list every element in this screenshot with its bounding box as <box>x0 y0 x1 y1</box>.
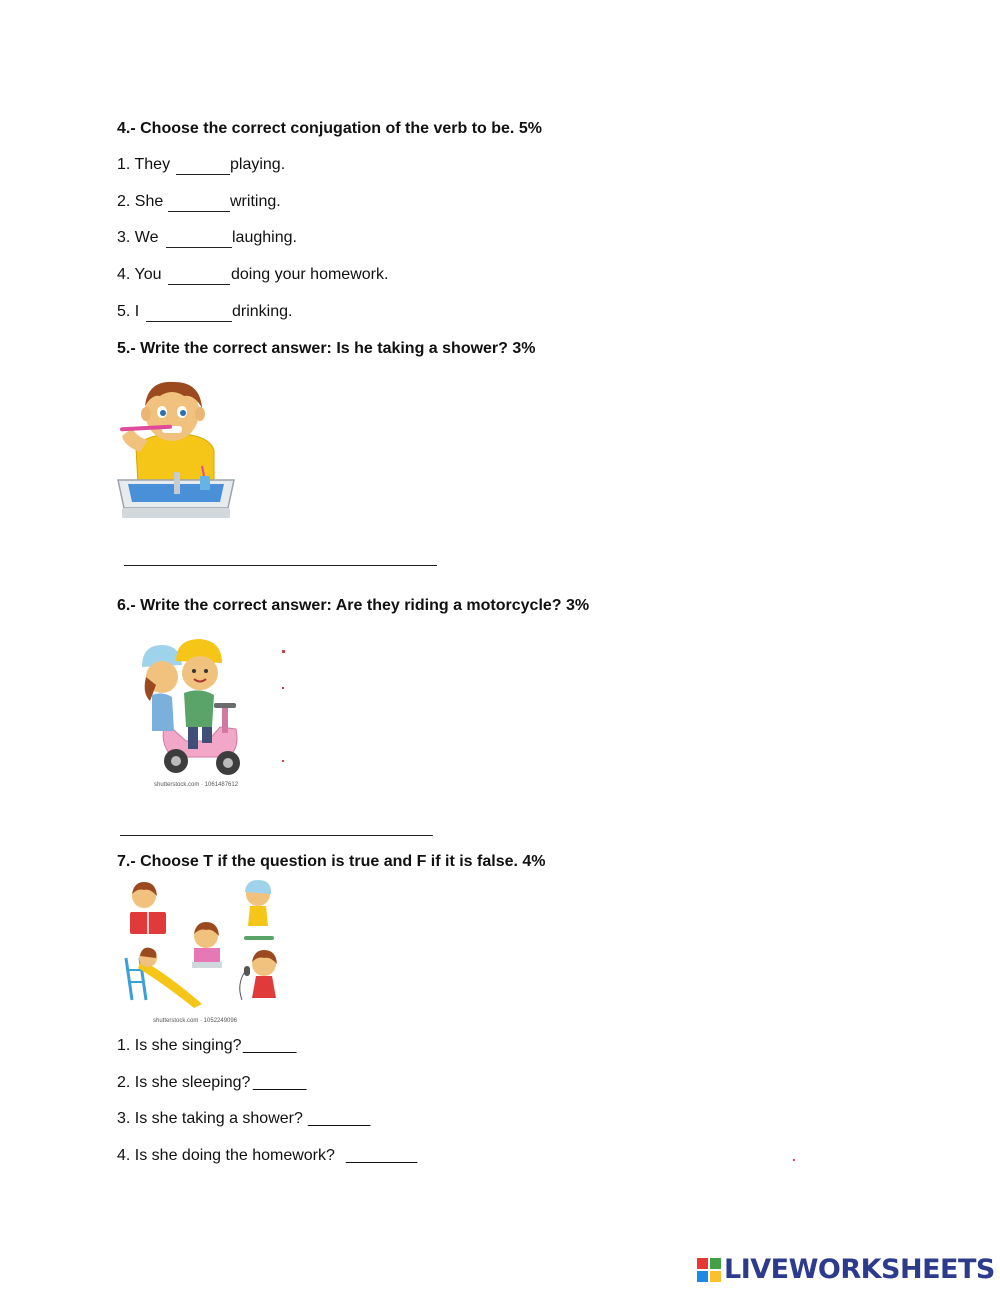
q4-item-3-rest: laughing. <box>232 229 297 246</box>
q5-answer-input[interactable] <box>124 545 437 565</box>
liveworksheets-logo[interactable] <box>697 1254 995 1285</box>
q7-item-1-question: 1. Is she singing? <box>117 1037 242 1054</box>
stray-mark <box>282 760 284 762</box>
boy-brushing-teeth-illustration <box>114 376 240 528</box>
q4-item-3-answer-input[interactable] <box>166 227 232 248</box>
q7-item-4-question: 4. Is she doing the homework? <box>117 1147 335 1164</box>
q6-answer-line <box>120 835 433 836</box>
q4-item-4-rest: doing your homework. <box>231 266 389 283</box>
q4-item-2-rest: writing. <box>230 193 281 210</box>
q4-item-5-answer-input[interactable] <box>146 301 232 322</box>
stray-mark <box>282 650 285 653</box>
q4-item-1-label: 1. They <box>117 156 171 173</box>
q4-heading: 4.- Choose the correct conjugation of the verb to be. 5% <box>117 120 542 137</box>
q5-answer-line <box>124 565 437 566</box>
q7-item-3-question: 3. Is she taking a shower? <box>117 1110 303 1127</box>
kids-activities-illustration <box>120 880 290 1018</box>
q7-item-2-question: 2. Is she sleeping? <box>117 1074 251 1091</box>
q4-item-3-label: 3. We <box>117 229 159 246</box>
logo-block <box>697 1258 708 1269</box>
q6-answer-input[interactable] <box>120 815 433 835</box>
q4-item-5-rest: drinking. <box>232 303 293 320</box>
q4-item-1-rest: playing. <box>230 156 286 173</box>
kids-riding-scooter-illustration <box>128 637 248 779</box>
logo-blocks-icon <box>697 1258 721 1282</box>
stray-mark <box>282 687 284 689</box>
q6-image-credit: shutterstock.com · 1061487612 <box>154 782 239 788</box>
q6-heading: 6.- Write the correct answer: Are they riding a motorcycle? 3% <box>117 597 590 614</box>
q4-item-5-label: 5. I <box>117 303 140 320</box>
q4-item-2-answer-input[interactable] <box>168 191 230 212</box>
stray-mark <box>793 1159 795 1161</box>
q7-image-credit: shutterstock.com · 1052249096 <box>153 1018 238 1024</box>
q4-item-4-answer-input[interactable] <box>168 264 230 285</box>
q7-item-4-blank[interactable]: ________ <box>346 1147 418 1164</box>
q7-item-1-blank[interactable]: ______ <box>243 1037 297 1054</box>
q5-heading: 5.- Write the correct answer: Is he taking a shower? 3% <box>117 340 536 357</box>
logo-block <box>710 1271 721 1282</box>
logo-text: LIVEWORKSHEETS <box>724 1254 995 1285</box>
q4-item-1-answer-input[interactable] <box>176 154 230 175</box>
q4-item-4-label: 4. You <box>117 266 162 283</box>
q4-item-2-label: 2. She <box>117 193 164 210</box>
logo-block <box>697 1271 708 1282</box>
logo-block <box>710 1258 721 1269</box>
q7-item-3-blank[interactable]: _______ <box>308 1110 371 1127</box>
q7-heading: 7.- Choose T if the question is true and F if it is false. 4% <box>117 853 546 870</box>
q7-item-2-blank[interactable]: ______ <box>253 1074 307 1091</box>
